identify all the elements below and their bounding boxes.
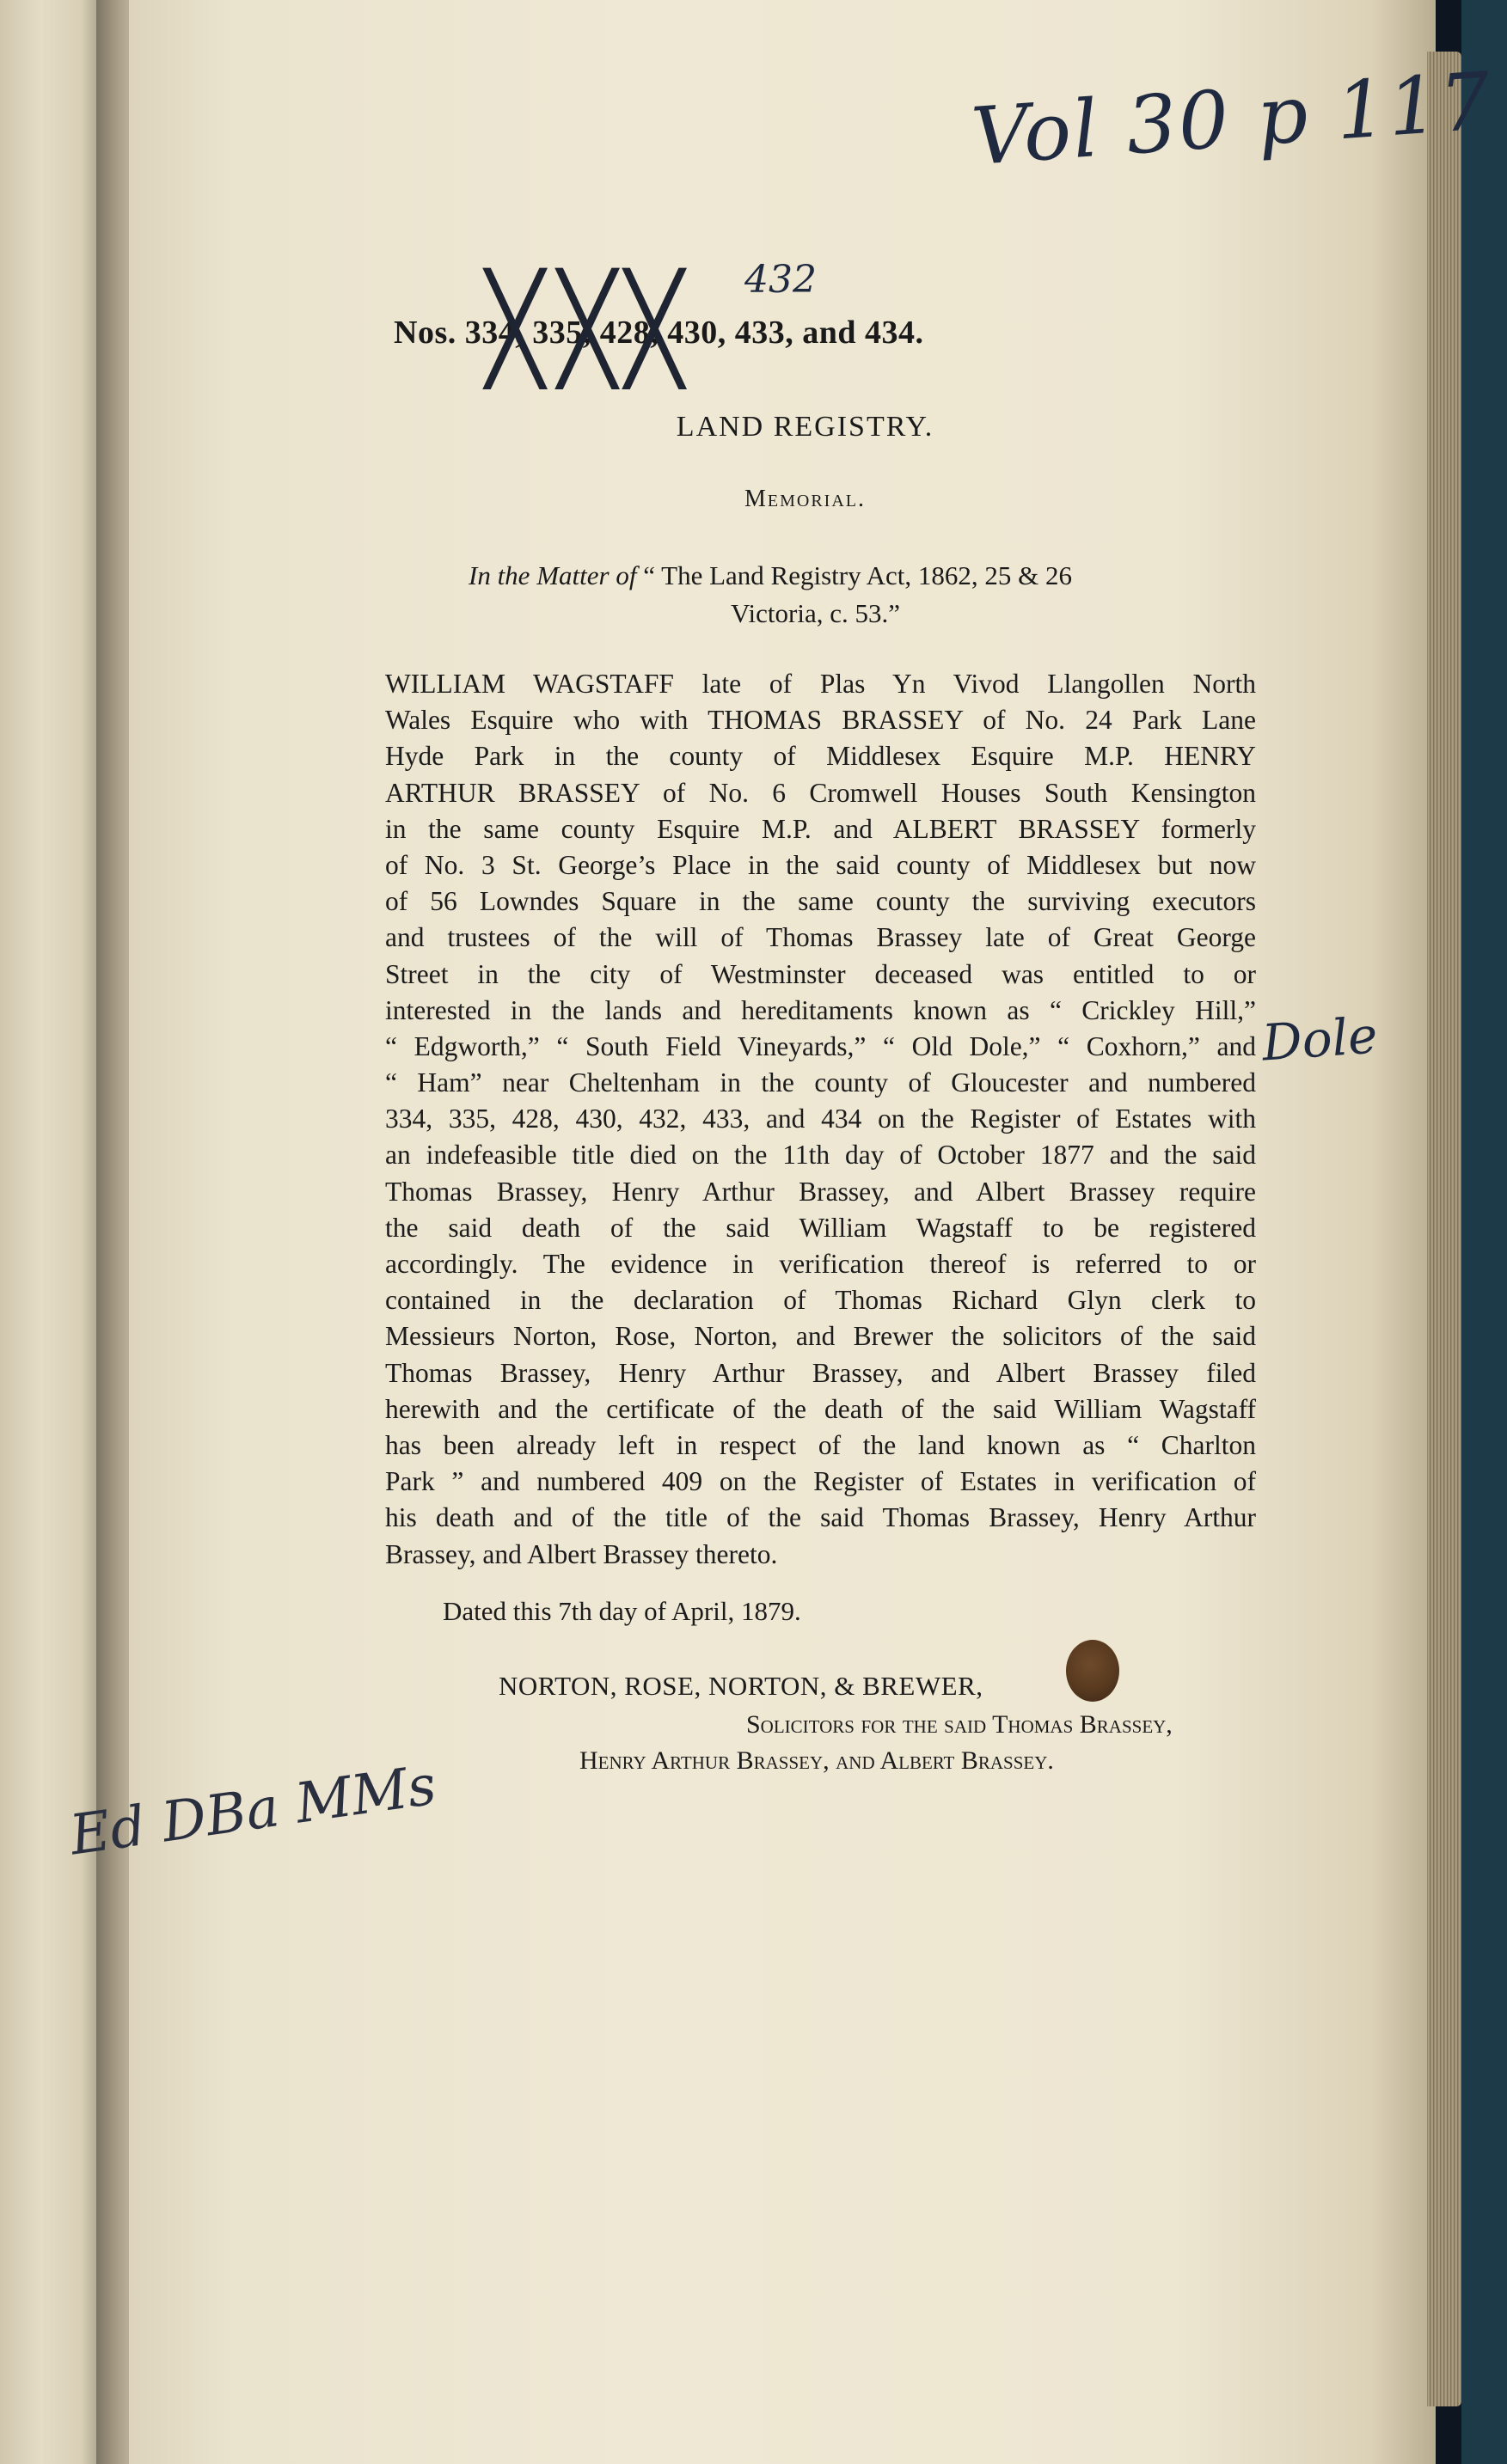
- body-line: has been already left in respect of the land known as “ Charlton: [385, 1429, 1256, 1460]
- body-line: an indefeasible title died on the 11th day of October 1877 and the said: [385, 1140, 1256, 1171]
- matter-caption: [469, 557, 1242, 633]
- body-line: of 56 Lowndes Square in the same county the surviving executors: [385, 886, 1256, 917]
- body-line: in the same county Esquire M.P. and ALBERT BRASSEY formerly: [385, 813, 1256, 844]
- matter-prefix: In the Matter of: [469, 560, 637, 590]
- page-stack-edge: [1427, 52, 1461, 2406]
- body-line: his death and of the title of the said Thomas Brassey, Henry Arthur: [385, 1502, 1256, 1533]
- matter-act-title: “ The Land Registry Act, 1862, 25 & 26: [643, 560, 1072, 590]
- handwritten-inserted-number: 432: [744, 258, 817, 302]
- body-line: Hyde Park in the county of Middlesex Esquire M.P. HENRY: [385, 741, 1256, 772]
- strike-mark: ╳: [626, 267, 683, 389]
- body-line: interested in the lands and hereditaments known as “ Crickley Hill,”: [385, 994, 1256, 1025]
- numbers-heading: Nos. 334, 335, 428, 430, 433, and 434.: [394, 315, 924, 351]
- strike-mark: ╳: [559, 267, 616, 389]
- body-line: Street in the city of Westminster deceased was entitled to or: [385, 958, 1256, 989]
- dated-line: Dated this 7th day of April, 1879.: [443, 1596, 801, 1626]
- body-line: Park ” and numbered 409 on the Register of Estates in verification of: [385, 1466, 1256, 1497]
- land-registry-heading: LAND REGISTRY.: [676, 411, 934, 443]
- margin-initials: Ed DBa MMs: [65, 1753, 440, 1868]
- handwritten-volume-reference: Vol 30 p 117: [969, 54, 1496, 184]
- body-line: Messieurs Norton, Rose, Norton, and Brewer the solicitors of the said: [385, 1321, 1256, 1352]
- body-line: “ Ham” near Cheltenham in the county of Gloucester and numbered: [385, 1067, 1256, 1098]
- matter-act-citation: Victoria, c. 53.”: [731, 598, 900, 628]
- book-cover: [1461, 0, 1507, 2464]
- body-line: Wales Esquire who with THOMAS BRASSEY of No. 24 Park Lane: [385, 705, 1256, 736]
- left-page-edge: [0, 0, 101, 2464]
- memorial-heading: Memorial.: [744, 486, 866, 512]
- wax-seal: [1066, 1640, 1119, 1702]
- body-line: Thomas Brassey, Henry Arthur Brassey, and Albert Brassey require: [385, 1176, 1256, 1207]
- body-line: WILLIAM WAGSTAFF late of Plas Yn Vivod Llangollen North: [385, 669, 1256, 699]
- strike-mark: ╳: [487, 267, 544, 389]
- body-line: “ Edgworth,” “ South Field Vineyards,” “ Old Dole,” “ Coxhorn,” and: [385, 1030, 1256, 1061]
- body-line: contained in the declaration of Thomas Richard Glyn clerk to: [385, 1285, 1256, 1316]
- body-line: the said death of the said William Wagstaff to be registered: [385, 1212, 1256, 1243]
- body-line: accordingly. The evidence in verification thereof is referred to or: [385, 1249, 1256, 1279]
- body-line: Brassey, and Albert Brassey thereto.: [385, 1538, 778, 1569]
- body-line: Thomas Brassey, Henry Arthur Brassey, and Albert Brassey filed: [385, 1357, 1256, 1388]
- solicitor-line-2: Henry Arthur Brassey, and Albert Brassey.: [579, 1746, 1054, 1775]
- solicitor-line-1: Solicitors for the said Thomas Brassey,: [746, 1710, 1173, 1739]
- body-line: and trustees of the will of Thomas Brassey late of Great George: [385, 922, 1256, 953]
- body-line: 334, 335, 428, 430, 432, 433, and 434 on the Register of Estates with: [385, 1104, 1256, 1134]
- body-line: of No. 3 St. George’s Place in the said county of Middlesex but now: [385, 849, 1256, 880]
- solicitor-firm: NORTON, ROSE, NORTON, & BREWER,: [499, 1671, 983, 1701]
- body-line: ARTHUR BRASSEY of No. 6 Cromwell Houses South Kensington: [385, 777, 1256, 808]
- handwritten-dole-insertion: Dole: [1259, 1006, 1380, 1073]
- memorial-body: [385, 666, 1256, 1573]
- body-line: herewith and the certificate of the death of the said William Wagstaff: [385, 1393, 1256, 1424]
